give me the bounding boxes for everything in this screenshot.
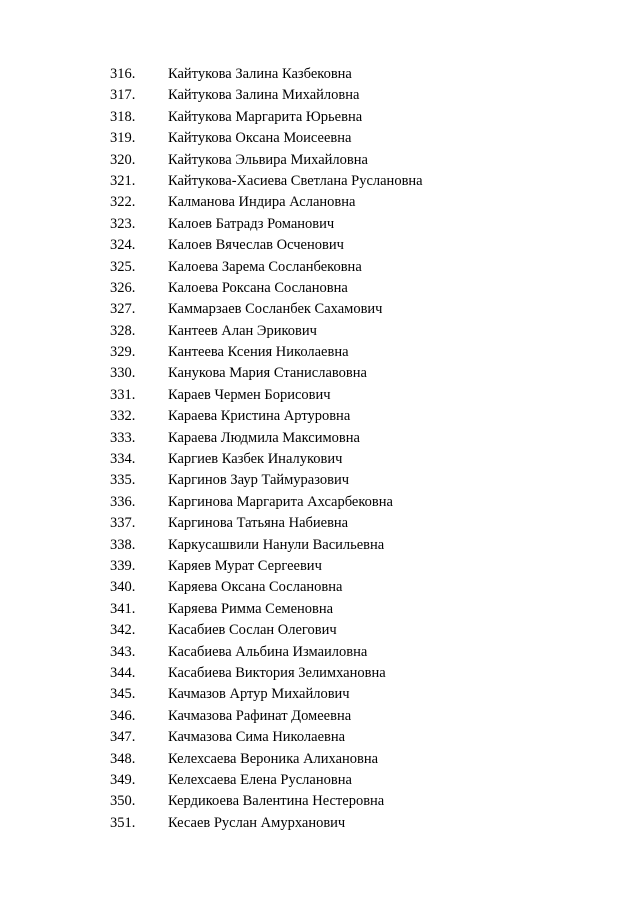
list-item — [110, 428, 423, 449]
entry-number: 325. — [110, 258, 136, 275]
entry-number: 320. — [110, 151, 136, 168]
entry-name: Кердикоева Валентина Нестеровна — [168, 793, 385, 810]
entry-name: Келехсаева Вероника Алихановна — [168, 750, 379, 767]
entry-number: 335. — [110, 472, 136, 489]
entry-number: 321. — [110, 172, 136, 189]
entry-number: 339. — [110, 557, 136, 574]
entry-name: Каряева Римма Семеновна — [168, 600, 334, 617]
list-item — [110, 620, 423, 641]
list-item — [110, 470, 423, 491]
list-item — [110, 577, 423, 598]
list-item — [110, 85, 423, 106]
list-item — [110, 192, 423, 213]
list-item — [110, 684, 423, 705]
entry-number: 327. — [110, 301, 136, 318]
list-item — [110, 642, 423, 663]
entry-name: Касабиева Виктория Зелимхановна — [168, 664, 386, 681]
entry-number: 330. — [110, 365, 136, 382]
list-item — [110, 406, 423, 427]
entry-name: Кайтукова Оксана Моисеевна — [168, 130, 352, 147]
entry-name: Караева Кристина Артуровна — [168, 408, 351, 425]
entry-name: Калоева Зарема Сосланбековна — [168, 258, 362, 275]
list-item — [110, 770, 423, 791]
entry-name: Касабиев Сослан Олегович — [168, 622, 337, 639]
entry-number: 323. — [110, 215, 136, 232]
list-item — [110, 363, 423, 384]
entry-number: 350. — [110, 793, 136, 810]
entry-name: Каргиев Казбек Иналукович — [168, 451, 343, 468]
entry-name: Каргинова Маргарита Ахсарбековна — [168, 493, 393, 510]
list-item — [110, 385, 423, 406]
entry-name: Каргинова Татьяна Набиевна — [168, 515, 349, 532]
list-item — [110, 706, 423, 727]
list-item — [110, 171, 423, 192]
list-item — [110, 599, 423, 620]
entry-number: 341. — [110, 600, 136, 617]
entry-number: 349. — [110, 771, 136, 788]
entry-number: 326. — [110, 279, 136, 296]
name-list — [110, 64, 423, 834]
list-item — [110, 749, 423, 770]
entry-name: Каркусашвили Нанули Васильевна — [168, 536, 385, 553]
entry-name: Каргинов Заур Таймуразович — [168, 472, 350, 489]
entry-name: Кесаев Руслан Амурханович — [168, 814, 346, 831]
entry-number: 338. — [110, 536, 136, 553]
list-item — [110, 727, 423, 748]
entry-number: 340. — [110, 579, 136, 596]
entry-number: 318. — [110, 108, 136, 125]
entry-name: Каряева Оксана Сослановна — [168, 579, 343, 596]
list-item — [110, 663, 423, 684]
entry-name: Калоев Вячеслав Осченович — [168, 237, 344, 254]
entry-name: Кайтукова Залина Казбековна — [168, 66, 352, 82]
entry-number: 345. — [110, 686, 136, 703]
list-item — [110, 64, 423, 85]
entry-number: 334. — [110, 451, 136, 468]
entry-number: 343. — [110, 643, 136, 660]
entry-number: 347. — [110, 729, 136, 746]
entry-name: Кайтукова Эльвира Михайловна — [168, 151, 368, 168]
entry-name: Канукова Мария Станиславовна — [168, 365, 367, 382]
entry-number: 317. — [110, 87, 136, 104]
entry-number: 346. — [110, 707, 136, 724]
entry-name: Качмазова Сима Николаевна — [168, 729, 346, 746]
entry-name: Кайтукова-Хасиева Светлана Руслановна — [168, 172, 423, 189]
entry-number: 331. — [110, 386, 136, 403]
list-item — [110, 449, 423, 470]
list-item — [110, 321, 423, 342]
entry-number: 348. — [110, 750, 136, 767]
list-item — [110, 556, 423, 577]
list-item — [110, 257, 423, 278]
list-item — [110, 278, 423, 299]
entry-name: Кантеева Ксения Николаевна — [168, 344, 349, 361]
list-item — [110, 214, 423, 235]
entry-number: 333. — [110, 429, 136, 446]
entry-number: 324. — [110, 237, 136, 254]
entry-number: 351. — [110, 814, 136, 831]
entry-number: 344. — [110, 664, 136, 681]
list-item — [110, 492, 423, 513]
entry-name: Калоева Роксана Сослановна — [168, 279, 348, 296]
list-item — [110, 150, 423, 171]
entry-name: Кайтукова Залина Михайловна — [168, 87, 360, 104]
entry-name: Караева Людмила Максимовна — [168, 429, 360, 446]
list-item — [110, 107, 423, 128]
list-item — [110, 128, 423, 149]
entry-name: Каряев Мурат Сергеевич — [168, 557, 322, 574]
entry-number: 329. — [110, 344, 136, 361]
entry-number: 322. — [110, 194, 136, 211]
entry-name: Калоев Батрадз Романович — [168, 215, 335, 232]
entry-name: Качмазов Артур Михайлович — [168, 686, 350, 703]
entry-number: 316. — [110, 66, 136, 82]
entry-number: 328. — [110, 322, 136, 339]
list-item — [110, 535, 423, 556]
entry-name: Кантеев Алан Эрикович — [168, 322, 317, 339]
entry-number: 337. — [110, 515, 136, 532]
list-item — [110, 513, 423, 534]
list-item — [110, 813, 423, 834]
list-item — [110, 235, 423, 256]
list-item — [110, 342, 423, 363]
entry-name: Кайтукова Маргарита Юрьевна — [168, 108, 363, 125]
list-item — [110, 299, 423, 320]
entry-name: Каммарзаев Сосланбек Сахамович — [168, 301, 383, 318]
list-item — [110, 791, 423, 812]
entry-number: 336. — [110, 493, 136, 510]
entry-number: 332. — [110, 408, 136, 425]
entry-name: Келехсаева Елена Руслановна — [168, 771, 352, 788]
entry-name: Качмазова Рафинат Домеевна — [168, 707, 352, 724]
entry-name: Калманова Индира Аслановна — [168, 194, 356, 211]
entry-name: Караев Чермен Борисович — [168, 386, 331, 403]
entry-name: Касабиева Альбина Измаиловна — [168, 643, 368, 660]
entry-number: 342. — [110, 622, 136, 639]
entry-number: 319. — [110, 130, 136, 147]
